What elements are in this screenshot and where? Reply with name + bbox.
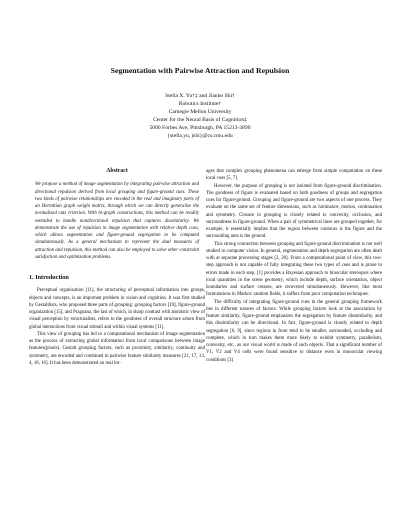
- body-paragraph: This strong connection between grouping and figure-ground discrimination is not well studied in computer vision. In general, segmentation and depth segregation are often dealt with at separate processing stages [2, 20]. From a computational point of view, this two-step approach is not capable of fully integrating these two types of cues and is prone to errors made in each step. [1] provides a Bayesian approach to binocular stereopsis where local quantities in the scene geometry, which include depth, surface orientation, object boundaries and surface creases, are recovered simultaneously. However, like most formulations in Markov random fields, it suffers from poor computation techniques.: [206, 241, 382, 298]
- body-paragraph: ages that complex grouping phenomena can emerge from simple computation on these local cues [5, 7].: [206, 169, 382, 182]
- body-paragraph: However, the purpose of grouping is not isolated from figure-ground discrimination. The goodness of figure is evaluated based on both goodness of groups and segregation cues for figure-ground. Grouping and figure-ground are two aspects of one process. They evaluate on the same set of feature dimensions, such as luminance, motion, continuation and symmetry. Closure in grouping is closely related to convexity, occlusion, and surroundness in figure-ground. When a pair of symmetrical lines are grouped together, for example, it essentially implies that the region between contours is the figure and the surrounding area is the ground.: [206, 183, 382, 240]
- abstract-heading: Abstract: [106, 168, 128, 174]
- paper-title: Segmentation with Pairwise Attraction and Repulsion: [110, 66, 290, 75]
- abstract-text: We propose a method of image segmentation by integrating pairwise attraction and directional repulsion derived from local grouping and figure-ground cues. These two kinds of pairwise relationships are encoded in the real and imaginary parts of an Hermitian graph weight matrix, through which we can directly generalize the normalized cuts criterion. With bi-graph constructions, this method can be readily extended to handle nondirectional repulsion that captures dissimilarity. We demonstrate the use of repulsion in image segmentation with relative depth cues, which allows segmentation and figure-ground segregation to be computed simultaneously. As a general mechanism to represent the dual measures of attraction and repulsion, this method can also be employed to solve other constraint satisfaction and optimization problems.: [35, 182, 199, 260]
- affiliation-line: Center for the Neural Basis of Cognition‡: [153, 117, 247, 123]
- left-column: [29, 168, 205, 367]
- affiliation-line: Robotics Institute†: [178, 101, 222, 107]
- body-paragraph: Perceptual organization [11], the structuring of perceptual information into groups, objects and concepts, is an important problem in vision and cognition. It was first studied by Gestaltlists, who proposed three parts of grouping: grouping factors [19], figure-ground organization [15], and Pragnanz, the last of which, in sharp contrast with atomistic view of visual perception by structuralists, refers to the goodness of overall structure arisen from global interactions from visual stimuli and within visual systems [11].: [29, 288, 205, 330]
- affiliation-line: Carnegie Mellon University: [168, 109, 232, 115]
- author-names: Stella X. Yu†‡ and Jianbo Shi†: [165, 93, 235, 99]
- affiliation-line: 5000 Forbes Ave, Pittsburgh, PA 15213-3890: [149, 125, 251, 131]
- section-heading-introduction: 1. Introduction: [29, 274, 69, 281]
- right-column: [206, 168, 382, 364]
- author-emails: {stella.yu, jshi}@cs.cmu.edu: [167, 133, 233, 139]
- author-block: [0, 92, 400, 140]
- body-paragraph: This view of grouping has led to a computational mechanism of image segmentation as the process of extracting global information from local comparisons between image features(pixels). Gestalt grouping factors, such as proximity, similarity, continuity and symmetry, are encoded and combined in pairwise feature similarity measures [21, 17, 13, 4, 18, 16]. It has been demonstrated on real im-: [29, 331, 205, 366]
- body-paragraph: The difficulty of integrating figure-ground cues in the general grouping framework lies in different natures of factors. While grouping factors look at the association by feature similarity, figure-ground emphasizes the segregation by feature dissimilarity, and this dissimilarity can be directional. In fact, figure-ground is closely related to depth segregation [6, 9], since regions in front tend to be smaller, surrounded, occluding and complete, which in turn makes them more likely to exhibit symmetry, parallelism, convexity, etc., as our visual world is made of such objects. That a significant number of V1, V2 and V4 cells were found sensitive to distance even in monocular viewing conditions [3]: [206, 299, 382, 363]
